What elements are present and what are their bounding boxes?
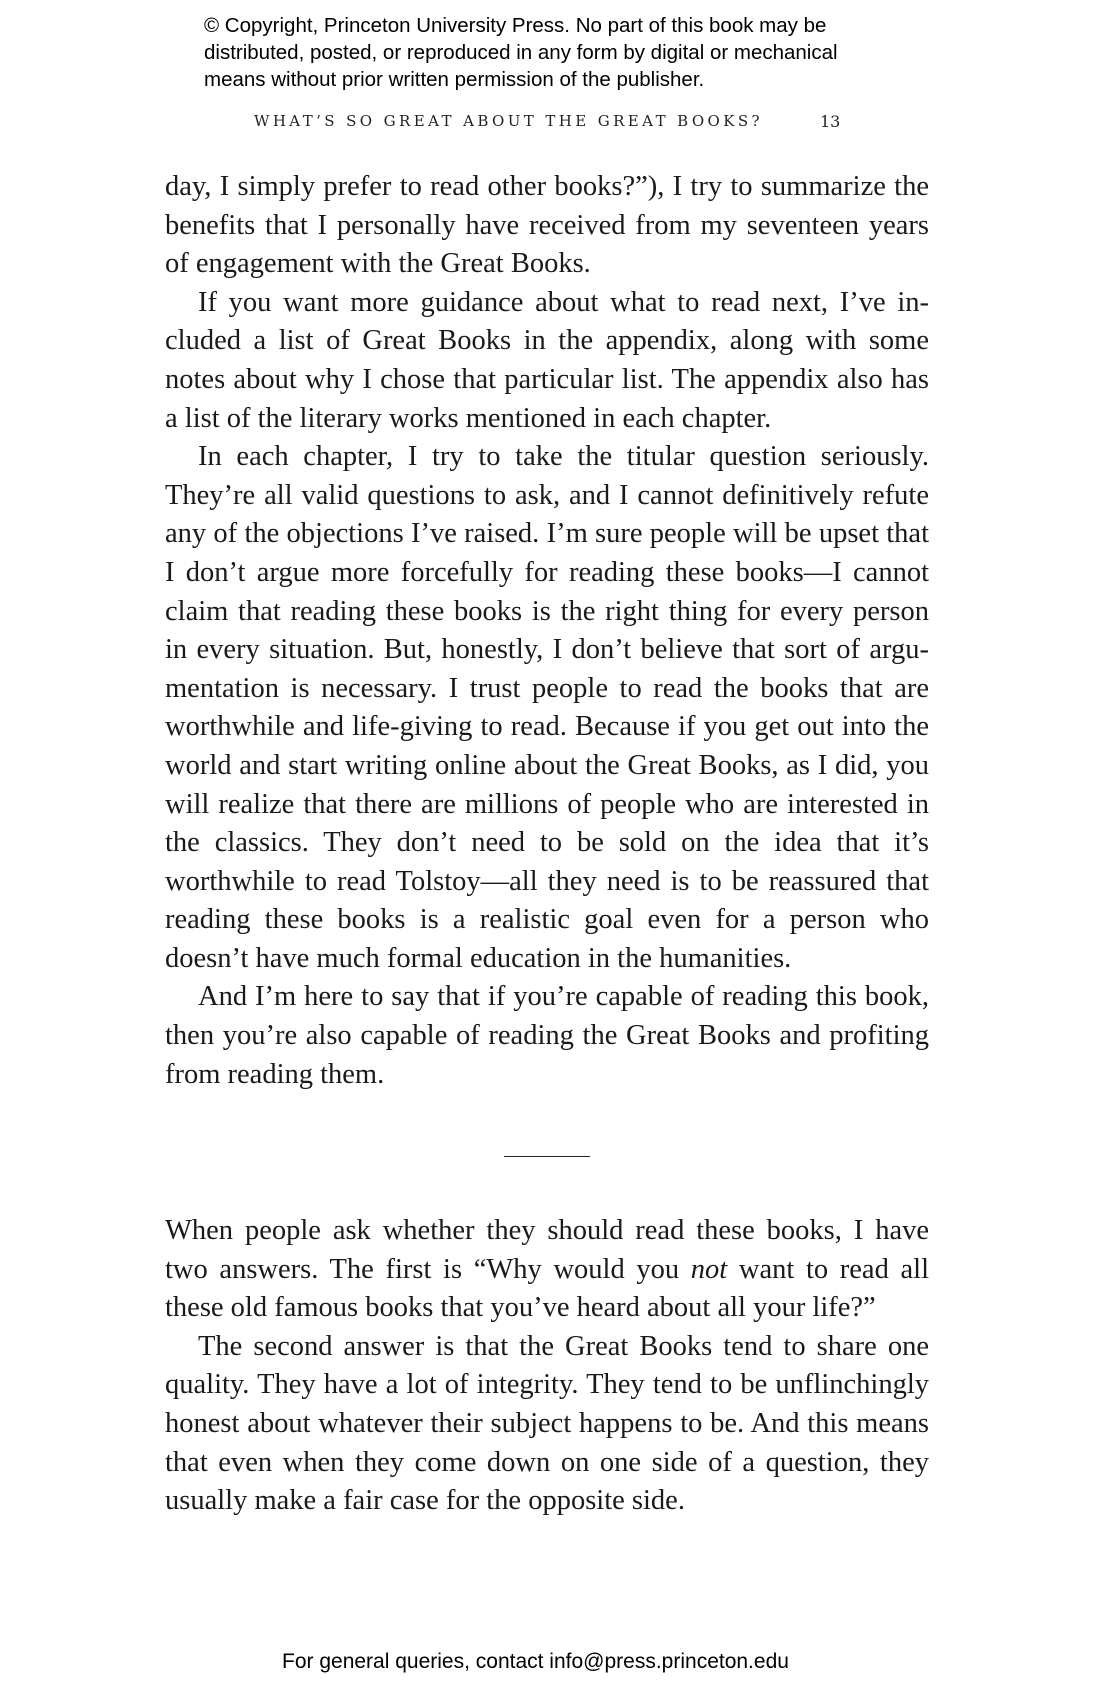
page-number: 13 — [820, 112, 841, 131]
paragraph-1: day, I simply prefer to read other books?”), I try to summarize the benefits that I personally have received from my seventeen years of engagement with the Great Books. — [165, 171, 929, 280]
paragraph-3: In each chapter, I try to take the titular question seriously. They’re all valid questions to ask, and I cannot definitively refute any of the objections I’ve raised. I’m sure people will be upset that I don’t argue more forcefully for reading these books—I cannot claim that reading these books is the right thing for every person in every situation. But, honestly, I don’t believe that sort of argumentation is necessary. I trust people to read the books that are worthwhile and life-giving to read. Because if you get out into the world and start writing online about the Great Books, as I did, you will realize that there are millions of people who are interested in the classics. They don’t need to be sold on the idea that it’s worthwhile to read Tolstoy—all they need is to be reassured that reading these books is a realistic goal even for a person who doesn’t have much formal education in the humanities. — [165, 441, 929, 974]
body-text-block-1 — [165, 168, 929, 1094]
paragraph-5-part-2: want to read all these old famous books that you’ve heard about all your life?” — [165, 1253, 929, 1324]
paragraph-6: The second answer is that the Great Books tend to share one quality. They have a lot of integrity. They tend to be unflinchingly honest about whatever their subject happens to be. And this means that even when they come down on one side of a question, they usually make a fair case for the opposite side. — [165, 1330, 929, 1517]
paragraph-5-part-1: When people ask whether they should read these books, I have two answers. The first is “Why would you — [165, 1215, 929, 1285]
paragraph-5 — [165, 1212, 929, 1328]
emphasis-not: not — [690, 1253, 728, 1285]
copyright-line-2: distributed, posted, or reproduced in any form by digital or mechanical — [204, 41, 838, 64]
paragraph-4: And I’m here to say that if you’re capable of reading this book, then you’re also capable of reading the Great Books and profiting from reading them. — [165, 981, 929, 1090]
body-text-block-2 — [165, 1212, 929, 1521]
running-head-title: WHAT’S SO GREAT ABOUT THE GREAT BOOKS? — [254, 112, 763, 130]
footer-contact: For general queries, contact info@press.princeton.edu — [282, 1650, 789, 1673]
copyright-line-1: © Copyright, Princeton University Press. No part of this book may be — [204, 14, 827, 37]
section-break-rule — [504, 1156, 590, 1157]
copyright-notice — [204, 12, 924, 93]
copyright-line-3: means without prior written permission of the publisher. — [204, 68, 705, 91]
paragraph-2: If you want more guidance about what to read next, I’ve included a list of Great Books in the appendix, along with some notes about why I chose that particular list. The appendix also has a list of the literary works mentioned in each chapter. — [165, 286, 929, 434]
